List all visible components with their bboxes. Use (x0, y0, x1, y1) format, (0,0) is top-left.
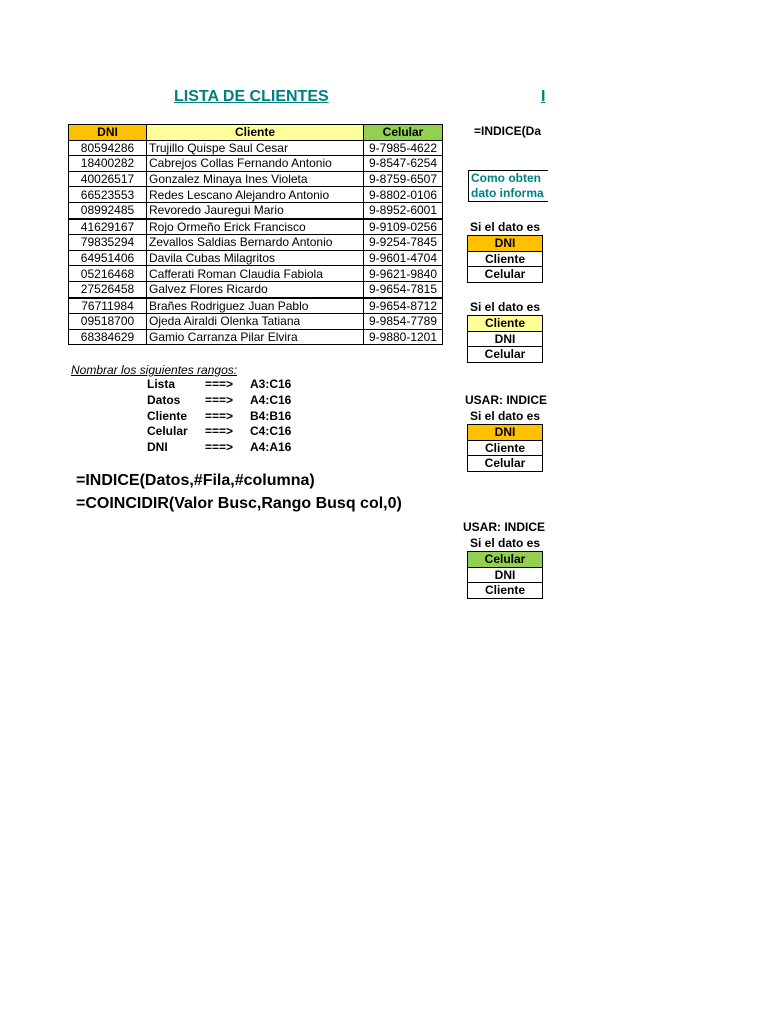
celular-cell[interactable]: 9-8802-0106 (364, 187, 443, 203)
header-dni[interactable]: DNI (69, 125, 147, 141)
dni-cell[interactable]: 64951406 (69, 250, 147, 266)
table-row (69, 314, 443, 330)
cliente-cell[interactable]: Rojo Ormeño Erick Francisco (147, 219, 364, 235)
dni-cell[interactable]: 27526458 (69, 281, 147, 297)
block4-cell[interactable]: Celular (468, 552, 543, 568)
cliente-cell[interactable]: Zevallos Saldias Bernardo Antonio (147, 235, 364, 251)
lookup-block-1 (467, 235, 543, 283)
dni-cell[interactable]: 08992485 (69, 202, 147, 218)
usar-label-2: USAR: INDICE (463, 520, 546, 534)
clients-table (68, 124, 443, 345)
block3-cell[interactable]: Celular (468, 456, 543, 472)
block1-cell[interactable]: Celular (468, 267, 543, 283)
table-row (69, 329, 443, 345)
lookup-block-2 (467, 315, 543, 363)
dni-cell[interactable]: 18400282 (69, 156, 147, 172)
dni-cell[interactable]: 41629167 (69, 219, 147, 235)
table-row (69, 140, 443, 156)
dni-cell[interactable]: 79835294 (69, 235, 147, 251)
cliente-cell[interactable]: Gonzalez Minaya Ines Violeta (147, 171, 364, 187)
celular-cell[interactable]: 9-9621-9840 (364, 266, 443, 282)
celular-cell[interactable]: 9-9601-4704 (364, 250, 443, 266)
dni-cell[interactable]: 40026517 (69, 171, 147, 187)
range-ref: B4:B16 (250, 409, 292, 423)
range-arrow: ===> (205, 440, 234, 454)
table-row (69, 266, 443, 282)
celular-cell[interactable]: 9-9654-8712 (364, 298, 443, 314)
block4-cell[interactable]: Cliente (468, 583, 543, 599)
si-dato-label-4: Si el dato es (470, 536, 541, 550)
block3-cell[interactable]: Cliente (468, 440, 543, 456)
range-name: Lista (147, 377, 176, 391)
celular-cell[interactable]: 9-9109-0256 (364, 219, 443, 235)
celular-cell[interactable]: 9-9854-7789 (364, 314, 443, 330)
range-name: Datos (147, 393, 181, 407)
celular-cell[interactable]: 9-9254-7845 (364, 235, 443, 251)
lookup-block-3 (467, 424, 543, 472)
range-arrow: ===> (205, 377, 234, 391)
dni-cell[interactable]: 68384629 (69, 329, 147, 345)
table-row (69, 235, 443, 251)
cliente-cell[interactable]: Gamio Carranza Pilar Elvira (147, 329, 364, 345)
second-title-fragment: I (541, 88, 546, 105)
range-ref: A3:C16 (250, 377, 292, 391)
cliente-cell[interactable]: Galvez Flores Ricardo (147, 281, 364, 297)
dni-cell[interactable]: 76711984 (69, 298, 147, 314)
formula-indice: =INDICE(Datos,#Fila,#columna) (76, 472, 315, 489)
question-line-1: Como obten (471, 171, 541, 185)
table-row (69, 187, 443, 203)
cliente-cell[interactable]: Revoredo Jauregui Mario (147, 202, 364, 218)
header-cliente[interactable]: Cliente (147, 125, 364, 141)
range-name: Cliente (147, 409, 188, 423)
celular-cell[interactable]: 9-7985-4622 (364, 140, 443, 156)
block4-cell[interactable]: DNI (468, 567, 543, 583)
celular-cell[interactable]: 9-8952-6001 (364, 202, 443, 218)
cliente-cell[interactable]: Cabrejos Collas Fernando Antonio (147, 156, 364, 172)
question-box (468, 170, 548, 202)
table-row (69, 219, 443, 235)
table-row (69, 281, 443, 297)
range-arrow: ===> (205, 409, 234, 423)
block3-cell[interactable]: DNI (468, 425, 543, 441)
cliente-cell[interactable]: Davila Cubas Milagritos (147, 250, 364, 266)
range-ref: A4:A16 (250, 440, 292, 454)
cliente-cell[interactable]: Cafferati Roman Claudia Fabiola (147, 266, 364, 282)
dni-cell[interactable]: 09518700 (69, 314, 147, 330)
si-dato-label-1: Si el dato es (470, 220, 541, 234)
celular-cell[interactable]: 9-8547-6254 (364, 156, 443, 172)
ranges-instruction: Nombrar los siguientes rangos: (71, 363, 238, 377)
table-row (69, 250, 443, 266)
table-row (69, 202, 443, 218)
cliente-cell[interactable]: Ojeda Airaldi Olenka Tatiana (147, 314, 364, 330)
range-ref: C4:C16 (250, 424, 292, 438)
dni-cell[interactable]: 80594286 (69, 140, 147, 156)
block1-cell[interactable]: DNI (468, 236, 543, 252)
usar-label-1: USAR: INDICE (465, 393, 548, 407)
block1-cell[interactable]: Cliente (468, 251, 543, 267)
si-dato-label-2: Si el dato es (470, 300, 541, 314)
celular-cell[interactable]: 9-8759-6507 (364, 171, 443, 187)
range-name: Celular (147, 424, 188, 438)
formula-coincidir: =COINCIDIR(Valor Busc,Rango Busq col,0) (76, 495, 402, 512)
cliente-cell[interactable]: Brañes Rodriguez Juan Pablo (147, 298, 364, 314)
block2-cell[interactable]: Celular (468, 347, 543, 363)
block2-cell[interactable]: Cliente (468, 316, 543, 332)
si-dato-label-3: Si el dato es (470, 409, 541, 423)
block2-cell[interactable]: DNI (468, 331, 543, 347)
dni-cell[interactable]: 05216468 (69, 266, 147, 282)
formula-top: =INDICE(Da (474, 124, 542, 138)
cliente-cell[interactable]: Redes Lescano Alejandro Antonio (147, 187, 364, 203)
celular-cell[interactable]: 9-9880-1201 (364, 329, 443, 345)
dni-cell[interactable]: 66523553 (69, 187, 147, 203)
header-celular[interactable]: Celular (364, 125, 443, 141)
question-line-2: dato informa (471, 186, 544, 200)
cliente-cell[interactable]: Trujillo Quispe Saul Cesar (147, 140, 364, 156)
page-title: LISTA DE CLIENTES (174, 88, 329, 105)
celular-cell[interactable]: 9-9654-7815 (364, 281, 443, 297)
lookup-block-4 (467, 551, 543, 599)
range-ref: A4:C16 (250, 393, 292, 407)
range-arrow: ===> (205, 424, 234, 438)
table-row (69, 156, 443, 172)
table-row (69, 171, 443, 187)
range-arrow: ===> (205, 393, 234, 407)
range-name: DNI (147, 440, 168, 454)
table-row (69, 298, 443, 314)
